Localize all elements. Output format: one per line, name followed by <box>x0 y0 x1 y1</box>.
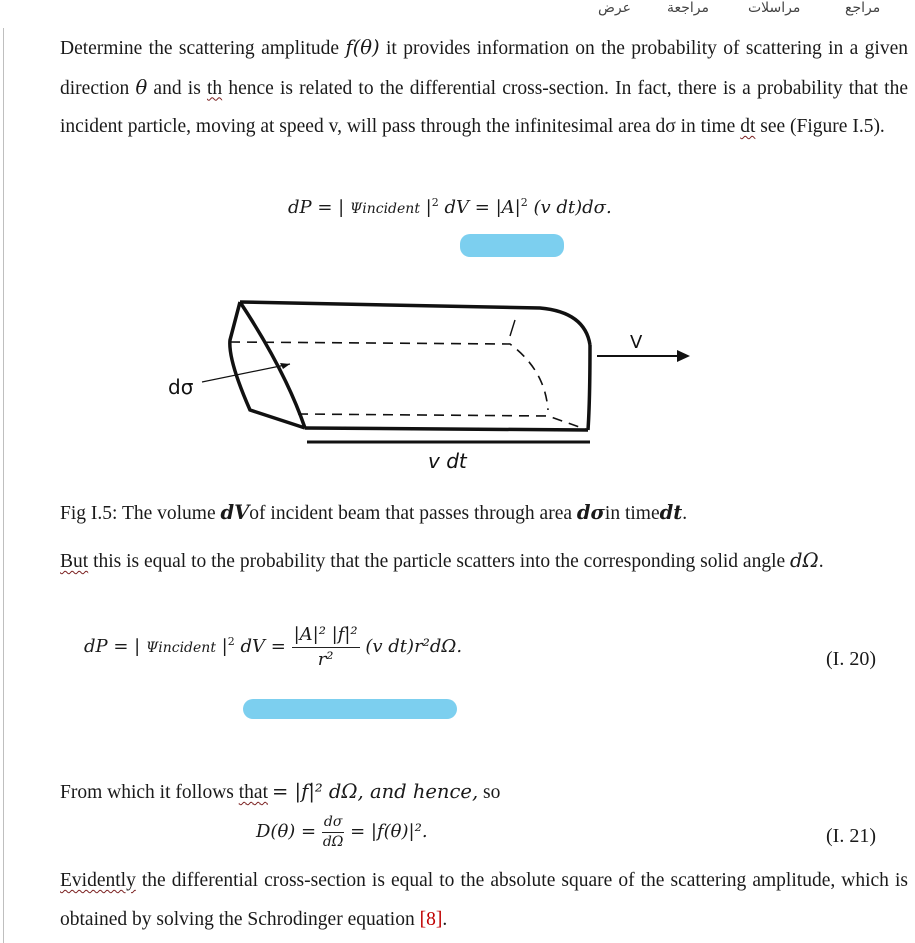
eq1-lhs: dP <box>288 197 312 218</box>
p1-text-dt: dt <box>740 116 756 137</box>
p1-text-dsigma: dσ <box>655 116 676 137</box>
fig-velocity-arrowhead <box>677 350 690 362</box>
fig-back-face-right <box>588 345 590 430</box>
tab-review[interactable]: مراجعة <box>667 0 710 16</box>
p1-text-e: in time <box>675 116 741 137</box>
highlight-mark-2 <box>243 699 457 719</box>
fig-top-edge <box>240 302 590 345</box>
eq3-fraction <box>322 814 345 850</box>
caption-mid2: in time <box>604 503 660 524</box>
equation-2-number: (I. 20) <box>826 648 876 670</box>
eq2-denominator: r² <box>317 649 334 670</box>
highlight-mark-1 <box>460 234 564 257</box>
caption-dt: dt <box>659 501 683 524</box>
paragraph-evidently <box>60 862 908 939</box>
p1-text-b: it provides information on the probability of scattering in a given direction <box>60 38 908 99</box>
tab-mailings[interactable]: مراسلات <box>748 0 801 16</box>
tab-references[interactable]: مراجع <box>845 0 881 16</box>
caption-mid: of incident beam that passes through area <box>249 503 577 524</box>
eq2-psi: Ψincident <box>145 640 216 656</box>
eq3-lhs: D(θ) = <box>256 821 317 842</box>
eq2-fraction <box>292 624 360 670</box>
p3-pre: From which it follows <box>60 782 239 803</box>
eq1-psi: Ψincident <box>349 201 420 217</box>
p2-end: . <box>818 551 824 572</box>
p4-text: the differential cross-section is equal to the absolute square of the scattering amplitude, which is obtained by solving the Schrodinger equation <box>60 870 908 930</box>
p2-omega: dΩ <box>790 549 819 572</box>
ribbon-tabs <box>0 0 915 26</box>
fig-dsigma-arrow <box>202 364 290 382</box>
p4-end: . <box>442 908 448 930</box>
equation-1: dP = | Ψincident $|^2$ dV = $|A|^2$ (v dt)dσ. <box>288 196 612 218</box>
fig-label-vdt: v dt <box>428 449 467 473</box>
fig-label-v: V <box>630 332 643 353</box>
eq3-denominator: dΩ <box>322 834 344 850</box>
eq3-rhs: = |f(θ)|². <box>350 821 428 842</box>
p1-text-th: th <box>206 77 223 99</box>
eq3-numerator: dσ <box>322 814 345 833</box>
eq2-tail: (v dt)r²dΩ. <box>365 636 463 657</box>
tab-view[interactable]: عرض <box>598 0 632 16</box>
fig-dsigma-arrowhead <box>280 363 290 369</box>
fig-front-face-outline <box>230 302 305 428</box>
eq2-dv: dV <box>240 636 266 657</box>
p4-reference-link[interactable]: [8] <box>419 908 443 930</box>
caption-pre: Fig I.5: The volume <box>60 503 221 524</box>
figure-volume-diagram <box>150 290 710 480</box>
figure-caption <box>60 500 687 527</box>
eq2-lhs: dP <box>84 636 108 657</box>
p1-theta: θ <box>135 75 148 99</box>
eq1-a: |A| <box>495 197 521 218</box>
p2-but: But <box>60 551 89 572</box>
p1-text-f: see (Figure I.5). <box>755 116 885 137</box>
page-margin-line <box>3 28 4 943</box>
paragraph-follows <box>60 779 500 806</box>
paragraph-probability <box>60 542 908 582</box>
fig-hidden-top <box>230 342 548 410</box>
p1-text-a: Determine the scattering amplitude <box>60 38 346 59</box>
caption-dv: dV <box>220 501 250 524</box>
p1-text-c: and is <box>147 77 207 99</box>
p3-math: = |f|² dΩ, and hence, <box>272 780 479 803</box>
caption-end: . <box>682 503 688 524</box>
fig-hidden-tick <box>510 320 515 336</box>
equation-3 <box>256 814 428 850</box>
p4-evidently: Evidently <box>60 870 136 891</box>
equation-3-number: (I. 21) <box>826 825 876 847</box>
fig-label-dsigma: dσ <box>168 375 194 399</box>
p2-text: this is equal to the probability that the particle scatters into the corresponding solid angle <box>88 551 791 572</box>
fig-bottom-edge <box>305 428 588 430</box>
eq2-numerator: |A|² |f|² <box>292 624 360 648</box>
p1-text-d: hence is related to the differential cross-section. In fact, there is a probability that the incident particle, moving at speed v, will pass through the infinitesimal area <box>60 77 908 137</box>
p3-so: so <box>478 782 501 803</box>
eq1-tail: (v dt)dσ. <box>533 197 612 218</box>
paragraph-scattering-amplitude <box>60 29 908 147</box>
equation-2: dP = | Ψincident $|^2$ dV = $\frac{\text{|A|² |f|²}}{\text{r²}}$ (v dt)r²dΩ. <box>84 624 463 670</box>
p3-that: that <box>238 782 268 803</box>
eq1-dv: dV <box>444 197 470 218</box>
p1-f-theta: f(θ) <box>345 36 380 59</box>
caption-dsigma: dσ <box>576 501 605 524</box>
